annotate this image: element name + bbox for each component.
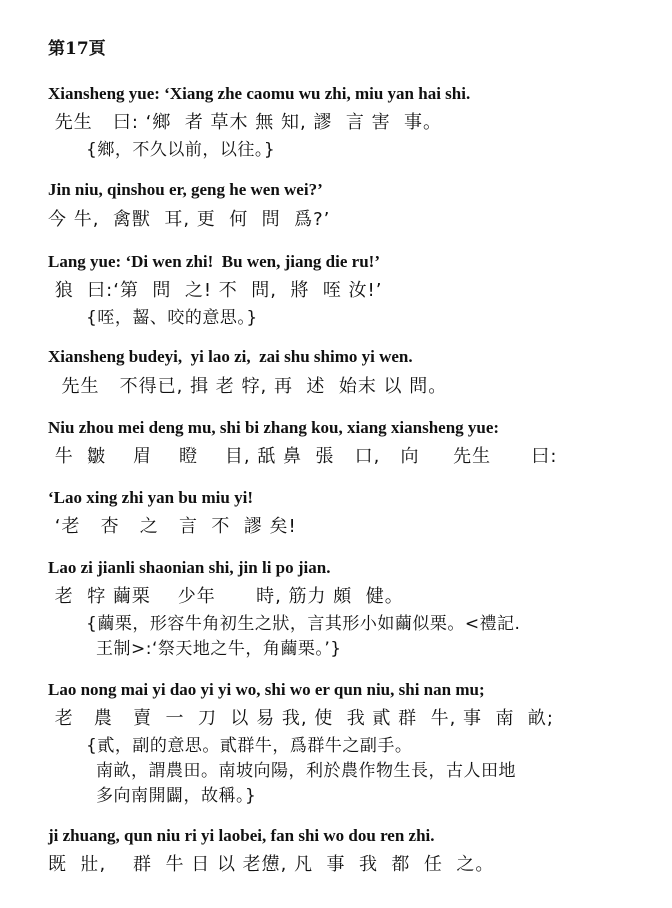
pinyin-line: Niu zhou mei deng mu, shi bi zhang kou, xiang xiansheng yue: xyxy=(48,418,500,437)
chinese-line: 老 牸 繭栗 少年 時, 筋力 頗 健。 xyxy=(48,586,404,607)
chinese-line: 狼 曰:‘第 問 之! 不 問, 將 咥 汝!’ xyxy=(48,280,383,301)
note-line: 南畝，謂農田。南坡向陽，利於農作物生長，古人田地 xyxy=(96,761,516,781)
note-line: {咥，齧、咬的意思。} xyxy=(86,308,258,328)
note-line: {繭栗，形容牛角初生之狀，言其形小如繭似栗。<禮記. xyxy=(86,614,521,634)
pinyin-line: ‘Lao xing zhi yan bu miu yi! xyxy=(48,488,253,507)
page-number: 第17頁 xyxy=(48,39,106,59)
pinyin-line: Jin niu, qinshou er, geng he wen wei?’ xyxy=(48,180,323,199)
pinyin-line: Xiansheng yue: ‘Xiang zhe caomu wu zhi, miu yan hai shi. xyxy=(48,84,471,103)
note-line: 王制>:‘祭天地之牛，角繭栗。’} xyxy=(96,639,342,659)
note-line: {貳，副的意思。貳群牛，爲群牛之副手。 xyxy=(86,736,413,756)
chinese-line: 先生 不得已, 揖 老 牸, 再 述 始末 以 問。 xyxy=(48,376,448,397)
pinyin-line: Lao nong mai yi dao yi yi wo, shi wo er qun niu, shi nan mu; xyxy=(48,680,485,699)
chinese-line: ‘老 杏 之 言 不 謬 矣! xyxy=(48,516,297,537)
note-line: 多向南開闢，故稱。} xyxy=(96,786,257,806)
chinese-line: 既 壯, 群 牛 日 以 老憊, 凡 事 我 都 任 之。 xyxy=(48,854,495,875)
chinese-line: 老 農 賣 一 刀 以 易 我, 使 我 貳 群 牛, 事 南 畝; xyxy=(48,708,554,729)
chinese-line: 先生 曰: ‘鄉 者 草木 無 知, 謬 言 害 事。 xyxy=(48,112,443,133)
pinyin-line: Lao zi jianli shaonian shi, jin li po jian. xyxy=(48,558,331,577)
pinyin-line: Xiansheng budeyi, yi lao zi, zai shu shimo yi wen. xyxy=(48,347,413,366)
pinyin-line: Lang yue: ‘Di wen zhi! Bu wen, jiang die ru!’ xyxy=(48,252,380,271)
chinese-line: 今 牛, 禽獸 耳, 更 何 問 爲?’ xyxy=(48,209,331,230)
chinese-line: 牛 皺 眉 瞪 目, 舐 鼻 張 口, 向 先生 曰: xyxy=(48,446,558,467)
pinyin-line: ji zhuang, qun niu ri yi laobei, fan shi wo dou ren zhi. xyxy=(48,826,435,845)
note-line: {鄉，不久以前，以往。} xyxy=(86,140,276,160)
